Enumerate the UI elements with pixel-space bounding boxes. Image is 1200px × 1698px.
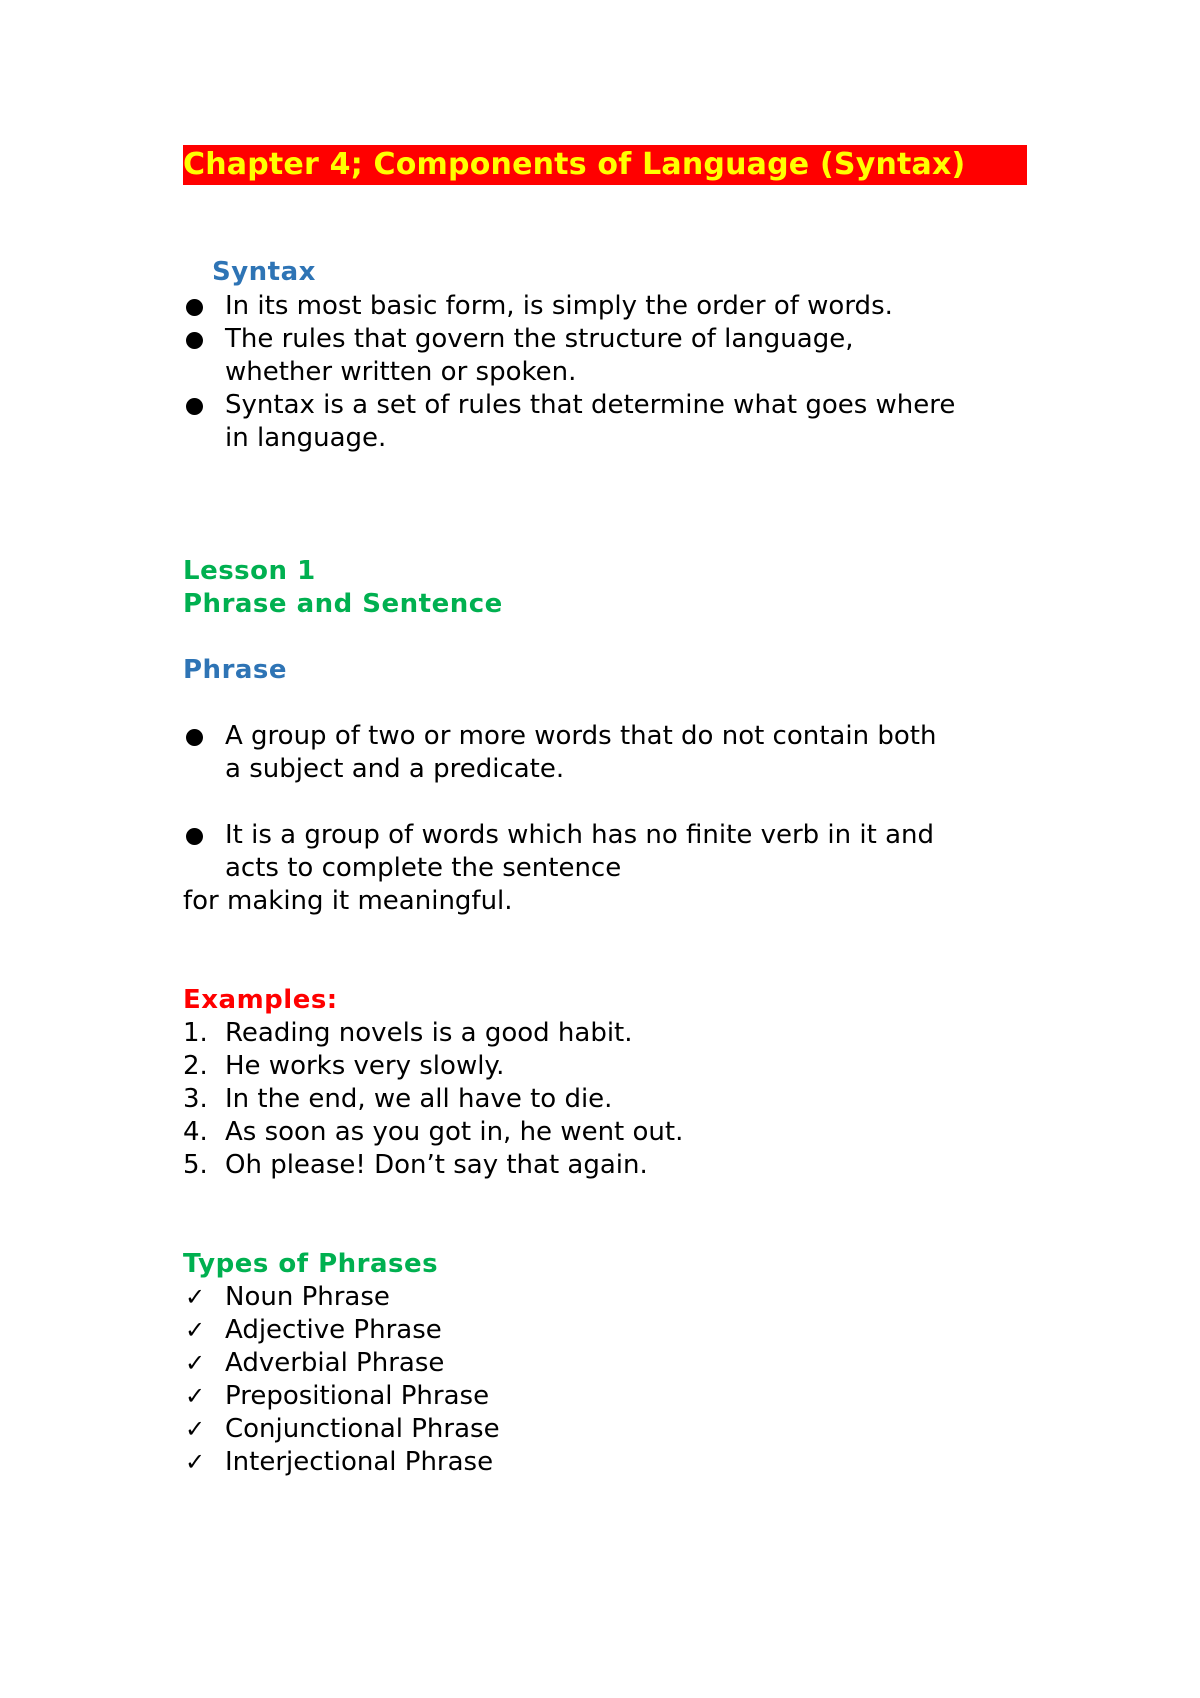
phrase-continuation: for making it meaningful. [183,886,513,916]
lesson-number: Lesson 1 [183,556,316,586]
bullet-dot-icon [186,729,203,746]
lesson-title: Phrase and Sentence [183,589,503,619]
bullet-dot-icon [186,299,203,316]
checkmark-icon: ✓ [185,1283,206,1311]
bullet-dot-icon [186,332,203,349]
checkmark-icon: ✓ [185,1349,206,1377]
chapter-title: Chapter 4; Components of Language (Syntax) [183,145,1027,185]
examples-heading: Examples: [183,985,338,1015]
syntax-heading: Syntax [212,257,316,287]
checkmark-icon: ✓ [185,1316,206,1344]
checkmark-icon: ✓ [185,1382,206,1410]
bullet-dot-icon [186,828,203,845]
phrase-heading: Phrase [183,655,288,685]
checkmark-icon: ✓ [185,1448,206,1476]
document-page: Chapter 4; Components of Language (Syntax) Syntax In its most basic form, is simply the order of words. The rules that govern the structure of language, whether written or spoken. Syntax is a set of rules that determine what goes where in language. Lesson 1 Phrase and Sentence Phrase A group of two or more words that do not contain both a subject and a predicate. It is a group of words which has no finite verb in it and acts to complete the sentence for making it meaningful. Examples: 1. Reading novels is a good habit. 2. He works very slowly. 3. In the end, we all have to die. 4. As soon as you got in, he went out. 5. Oh please! Don’t say that again. Types of Phrases ✓ Noun Phrase ✓ Adjective Phrase ✓ Adverbial Phrase ✓ Prepositional Phrase ✓ Conjunctional Phrase ✓ Interjectional Phrase [0,0,1200,1698]
bullet-dot-icon [186,398,203,415]
types-heading: Types of Phrases [183,1249,439,1279]
checkmark-icon: ✓ [185,1415,206,1443]
